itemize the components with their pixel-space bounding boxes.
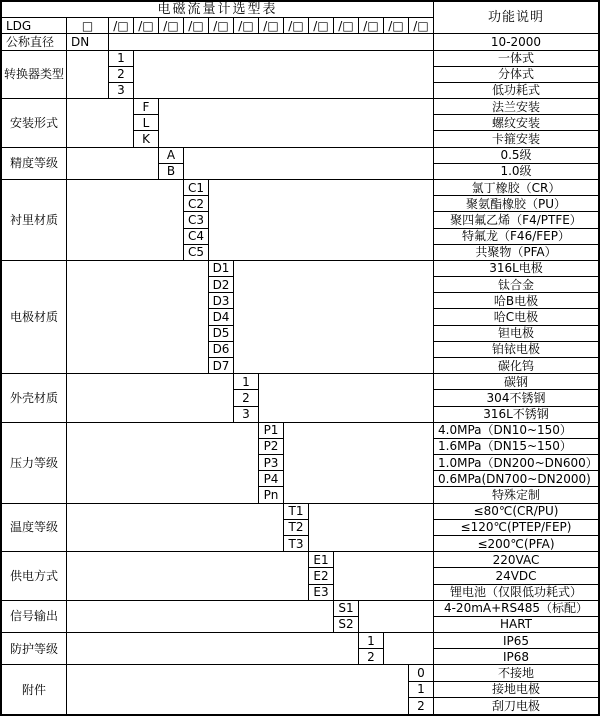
option-code: 2 xyxy=(409,698,434,714)
option-code: P2 xyxy=(259,439,284,455)
option-desc: 哈B电极 xyxy=(434,293,598,309)
category-label: 衬里材质 xyxy=(2,180,67,261)
empty-cell xyxy=(67,374,234,423)
category-label: 防护等级 xyxy=(2,633,67,665)
model-code-slot: /□ xyxy=(359,18,384,34)
option-code: Pn xyxy=(259,487,284,503)
empty-cell xyxy=(67,665,409,714)
option-desc: 220VAC xyxy=(434,552,598,568)
option-code: 2 xyxy=(109,67,134,83)
option-desc: 法兰安装 xyxy=(434,99,598,115)
option-code: D3 xyxy=(209,293,234,309)
option-desc: IP65 xyxy=(434,633,598,649)
option-desc: 共聚物（PFA） xyxy=(434,245,598,261)
category-label: 外壳材质 xyxy=(2,374,67,423)
option-code: C5 xyxy=(184,245,209,261)
option-code: P3 xyxy=(259,455,284,471)
option-desc: 316L不锈钢 xyxy=(434,407,598,423)
option-desc: 1.6MPa（DN15~150） xyxy=(434,439,598,455)
option-desc: 316L电极 xyxy=(434,261,598,277)
option-desc: 哈C电极 xyxy=(434,309,598,325)
option-code: E1 xyxy=(309,552,334,568)
empty-cell xyxy=(384,633,434,665)
option-code: C2 xyxy=(184,196,209,212)
option-code: C1 xyxy=(184,180,209,196)
model-code-slot: /□ xyxy=(384,18,409,34)
empty-cell xyxy=(284,423,434,504)
option-code: A xyxy=(159,148,184,164)
option-desc: 0.6MPa(DN700~DN2000) xyxy=(434,471,598,487)
category-label: 附件 xyxy=(2,665,67,714)
empty-cell xyxy=(309,504,434,553)
option-code: T2 xyxy=(284,520,309,536)
option-code: T3 xyxy=(284,536,309,552)
option-code: D6 xyxy=(209,342,234,358)
empty-cell xyxy=(134,51,434,100)
model-code-slot: /□ xyxy=(234,18,259,34)
option-desc: 钽电极 xyxy=(434,326,598,342)
option-desc: 螺纹安装 xyxy=(434,115,598,131)
option-code: E3 xyxy=(309,585,334,601)
empty-cell xyxy=(67,423,259,504)
option-desc: 卡箍安装 xyxy=(434,131,598,147)
option-desc: 碳钢 xyxy=(434,374,598,390)
option-code: S2 xyxy=(334,617,359,633)
option-code: 3 xyxy=(234,407,259,423)
option-code: D2 xyxy=(209,277,234,293)
option-code: D1 xyxy=(209,261,234,277)
option-desc: 接地电极 xyxy=(434,682,598,698)
model-code-slot: /□ xyxy=(184,18,209,34)
empty-cell xyxy=(67,552,309,601)
diameter-desc: 10-2000 xyxy=(434,34,598,50)
model-code-slot: /□ xyxy=(134,18,159,34)
option-desc: 特氟龙（F46/FEP） xyxy=(434,229,598,245)
option-code: K xyxy=(134,131,159,147)
option-code: L xyxy=(134,115,159,131)
option-desc: 一体式 xyxy=(434,51,598,67)
empty-cell xyxy=(67,99,134,148)
category-label: 转换器类型 xyxy=(2,51,67,100)
category-label: 精度等级 xyxy=(2,148,67,180)
model-code-slot: /□ xyxy=(334,18,359,34)
option-desc: 4-20mA+RS485（标配） xyxy=(434,601,598,617)
option-desc: 钛合金 xyxy=(434,277,598,293)
diameter-code: DN xyxy=(67,34,109,50)
option-desc: 铂铱电极 xyxy=(434,342,598,358)
category-label: 供电方式 xyxy=(2,552,67,601)
option-code: 0 xyxy=(409,665,434,681)
option-desc: 1.0MPa（DN200~DN600） xyxy=(434,455,598,471)
empty-cell xyxy=(159,99,434,148)
model-code-slot: /□ xyxy=(209,18,234,34)
option-desc: 碳化钨 xyxy=(434,358,598,374)
empty-cell xyxy=(67,51,109,100)
model-code-slot: /□ xyxy=(259,18,284,34)
option-code: 1 xyxy=(109,51,134,67)
option-code: F xyxy=(134,99,159,115)
option-desc: 聚氨酯橡胶（PU） xyxy=(434,196,598,212)
function-desc-header: 功能说明 xyxy=(434,2,598,34)
category-label: 压力等级 xyxy=(2,423,67,504)
empty-cell xyxy=(359,601,434,633)
option-code: 1 xyxy=(234,374,259,390)
option-code: P4 xyxy=(259,471,284,487)
empty-cell xyxy=(67,261,209,374)
option-desc: 1.0级 xyxy=(434,164,598,180)
option-code: C4 xyxy=(184,229,209,245)
option-code: P1 xyxy=(259,423,284,439)
option-code: 3 xyxy=(109,83,134,99)
option-desc: 0.5级 xyxy=(434,148,598,164)
empty-cell xyxy=(109,34,434,50)
option-code: D7 xyxy=(209,358,234,374)
option-desc: 不接地 xyxy=(434,665,598,681)
option-desc: 锂电池（仅限低功耗式） xyxy=(434,585,598,601)
empty-cell xyxy=(234,261,434,374)
option-desc: ≤120℃(PTEP/FEP) xyxy=(434,520,598,536)
category-label: 安装形式 xyxy=(2,99,67,148)
table-title: 电磁流量计选型表 xyxy=(2,2,434,18)
empty-cell xyxy=(67,633,359,665)
model-code-prefix: LDG xyxy=(2,18,67,34)
option-desc: 特殊定制 xyxy=(434,487,598,503)
empty-cell xyxy=(67,504,284,553)
category-label: 温度等级 xyxy=(2,504,67,553)
option-code: E2 xyxy=(309,568,334,584)
option-desc: ≤200℃(PFA) xyxy=(434,536,598,552)
option-code: 1 xyxy=(359,633,384,649)
model-code-slot: /□ xyxy=(284,18,309,34)
model-code-slot: /□ xyxy=(409,18,434,34)
option-code: C3 xyxy=(184,212,209,228)
option-desc: 分体式 xyxy=(434,67,598,83)
option-code: 2 xyxy=(359,649,384,665)
option-desc: ≤80℃(CR/PU) xyxy=(434,504,598,520)
option-desc: 24VDC xyxy=(434,568,598,584)
category-label: 信号输出 xyxy=(2,601,67,633)
empty-cell xyxy=(209,180,434,261)
category-label-diameter: 公称直径 xyxy=(2,34,67,50)
option-desc: 氯丁橡胶（CR） xyxy=(434,180,598,196)
empty-cell xyxy=(184,148,434,180)
option-code: D5 xyxy=(209,326,234,342)
option-desc: 低功耗式 xyxy=(434,83,598,99)
option-code: D4 xyxy=(209,309,234,325)
empty-cell xyxy=(259,374,434,423)
model-code-slot: /□ xyxy=(159,18,184,34)
category-label: 电极材质 xyxy=(2,261,67,374)
option-desc: 4.0MPa（DN10~150） xyxy=(434,423,598,439)
option-code: 1 xyxy=(409,682,434,698)
empty-cell xyxy=(67,148,159,180)
model-code-slot: /□ xyxy=(309,18,334,34)
option-code: T1 xyxy=(284,504,309,520)
empty-cell xyxy=(67,180,184,261)
empty-cell xyxy=(67,601,334,633)
option-desc: 刮刀电极 xyxy=(491,698,540,713)
option-code: B xyxy=(159,164,184,180)
option-code: S1 xyxy=(334,601,359,617)
model-code-slot: /□ xyxy=(109,18,134,34)
option-desc: 304不锈钢 xyxy=(434,390,598,406)
model-code-box: □ xyxy=(67,18,109,34)
empty-cell xyxy=(334,552,434,601)
option-desc: IP68 xyxy=(434,649,598,665)
option-code: 2 xyxy=(234,390,259,406)
option-desc: 聚四氟乙烯（F4/PTFE） xyxy=(434,212,598,228)
option-desc: HART xyxy=(434,617,598,633)
